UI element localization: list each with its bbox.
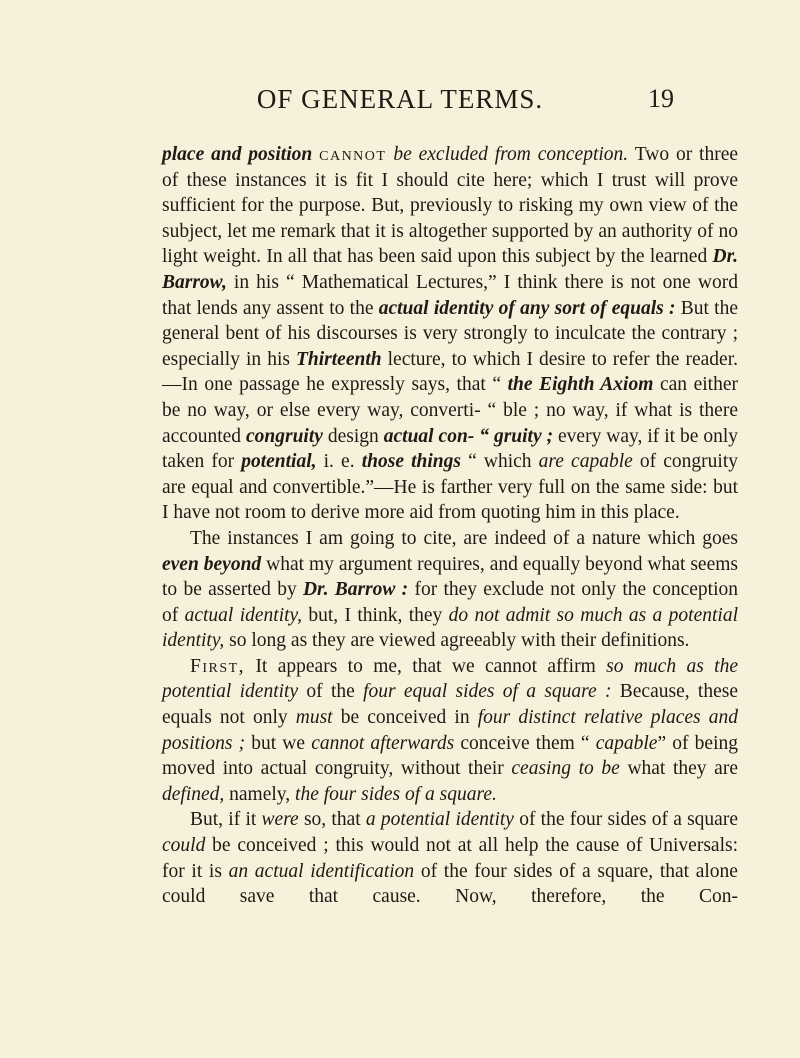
italic-text: the Eighth Axiom [507,374,654,396]
paragraph [162,654,738,808]
italic-text: could [162,835,206,857]
text-run: can either be no way, or else every way, converti- “ ble ; no way, if what is there accounted [162,374,738,447]
text-run: “ which [460,451,539,473]
text-run: so long as they are viewed agreeably with their definitions. [224,630,690,652]
text-run: of the four sides of a square, that alone could save that cause. Now, therefore, the Con- [162,860,738,908]
italic-text: even beyond [162,553,262,575]
italic-text: potential, [241,451,317,473]
text-run: what they are [619,758,738,780]
page-number: 19 [648,84,674,113]
text-run: but we [245,732,312,754]
italic-text: must [295,707,333,729]
text-run: every way, if it be only taken for [162,425,739,473]
text-run: ” of being moved into actual congruity, without their [162,732,738,780]
italic-text: defined, [162,783,225,805]
italic-text: place and position [162,144,313,165]
italic-text: Dr. Barrow : [302,579,409,601]
text-run: namely, [224,783,296,805]
paragraph [162,807,738,909]
body-text [162,142,738,910]
text-run: But the general bent of his discourses is very strongly to inculcate the contrary ; especially in his [162,297,739,370]
italic-text: a potential identity [365,809,514,831]
text-run: It appears to me, that we cannot affirm [245,655,607,677]
italic-text: Dr. Barrow, [162,246,738,293]
text-run: in his “ Mathematical Lectures,” I think there is not one word that lends any assent to the [162,271,738,319]
text-run: but, I think, they [302,604,449,626]
italic-text: those things [361,451,461,473]
italic-text: cannot afterwards [311,732,455,754]
small-caps-text: cannot [319,144,387,165]
italic-text: actual con- “ gruity ; [383,425,554,447]
italic-text: were [261,809,299,831]
italic-text: be excluded from conception. [393,144,629,165]
italic-text: the four sides of a square. [295,783,497,805]
italic-text: are capable [538,451,633,473]
italic-text: congruity [246,425,323,447]
text-run: of the [298,681,364,703]
text-run: be conceived in [332,707,478,729]
running-head: OF GENERAL TERMS. [256,84,544,114]
text-run: for they exclude not only the conception of [162,579,738,626]
italic-text: four equal sides of a square : [363,681,612,703]
italic-text: four distinct relative places and positions ; [162,707,738,754]
italic-text: Thirteenth [296,348,382,370]
text-run: what my argument requires, and equally beyond what seems to be asserted by [162,553,738,601]
text-run: lecture, to which I desire to refer the reader.—In one passage he expressly says, that “ [162,348,738,396]
text-run: so, that [298,809,366,831]
page-header [0,80,800,124]
text-run: Two or three of these instances it is fit I should cite here; which I trust will prove sufficient for the purpose. But, previously to risking my own view of the subject, let me remark that it is altogether supported by an authority of no light weight. In all that has been said upon this subject by the learned [162,144,739,268]
text-run: of congruity are equal and convertible.”—He is farther very full on the same side: but I have not room to derive more aid from quoting him in this place. [162,451,739,524]
italic-text: actual identity, [184,604,302,626]
italic-text: actual identity of any sort of equals : [378,297,676,319]
italic-text: an actual identification [228,860,415,882]
paragraph [162,142,738,526]
text-run: be conceived ; this would not at all help the cause of Universals: for it is [162,835,738,882]
text-run: i. e. [316,451,362,473]
text-run: conceive them “ [454,732,596,754]
italic-text: ceasing to be [511,758,620,780]
text-run: The instances I am going to cite, are indeed of a nature which goes [190,527,738,549]
italic-text: so much as the potential identity [162,655,738,703]
italic-text: do not admit so much as a potential identity, [162,604,738,652]
text-run: of the four sides of a square [513,809,738,831]
text-run: But, if it [190,809,262,831]
text-run: design [322,425,384,447]
small-caps-text: First, [190,655,246,677]
paragraph [162,526,738,654]
text-run: Because, these equals not only [162,681,738,729]
italic-text: capable [595,732,658,754]
